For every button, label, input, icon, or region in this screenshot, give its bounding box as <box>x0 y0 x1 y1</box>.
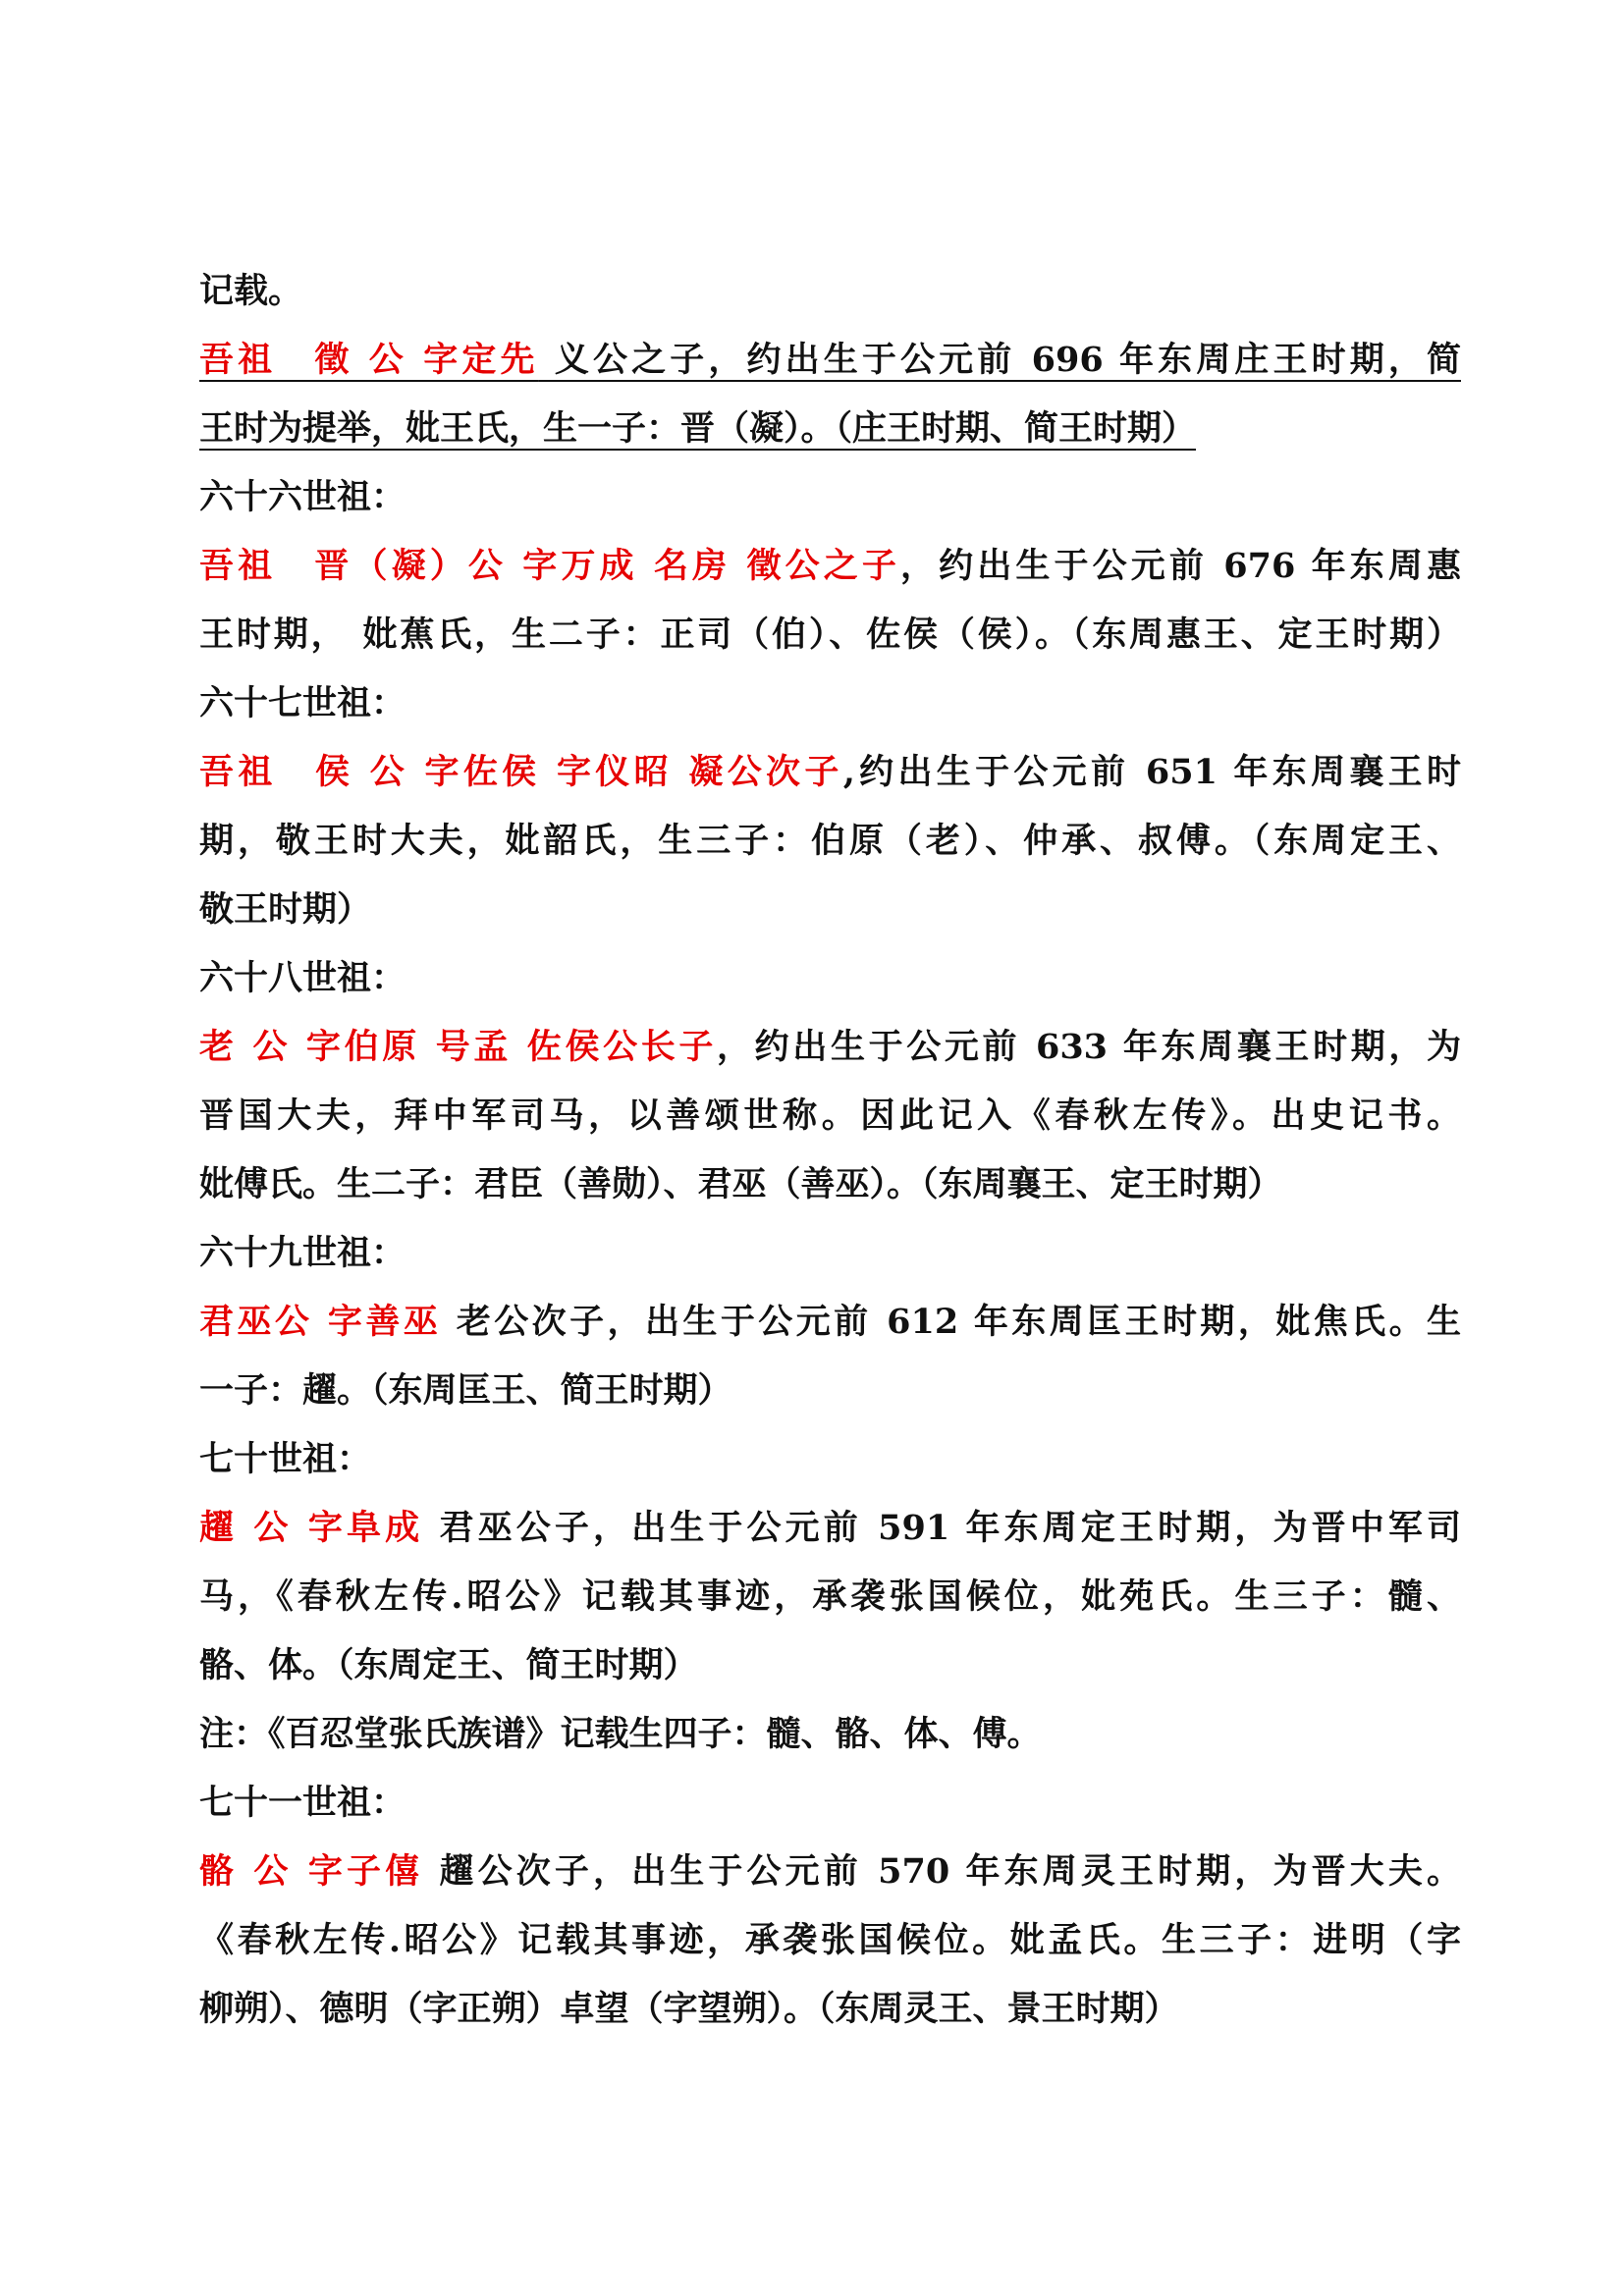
line-text: ,约出生于公元前 651 年东周襄王时 <box>842 752 1461 792</box>
line-text: 老公次子，出生于公元前 612 年东周匡王时期，妣焦氏。生 <box>441 1302 1461 1342</box>
text-line <box>199 738 1461 807</box>
text-line: 记载。 <box>199 271 303 311</box>
generation-heading: 六十六世祖： <box>199 477 406 517</box>
ancestor-name: 吾祖 侯 公 字佐侯 字仪昭 凝公次子 <box>199 752 843 792</box>
line-text: 王时为提举，妣王氏，生一子：晋（凝）。（庄王时期、简王时期） <box>199 408 1197 449</box>
document-page <box>199 257 1461 2044</box>
line-text: 义公之子，约出生于公元前 696 年东周庄王时期，简 <box>538 340 1461 380</box>
ancestor-name: 吾祖 徵 公 字定先 <box>199 340 539 380</box>
line-text: ，约出生于公元前 633 年东周襄王时期，为 <box>717 1027 1461 1067</box>
text-line: 柳朔）、德明（字正朔）卓望（字望朔）。（东周灵王、景王时期） <box>199 1989 1179 2029</box>
text-line: 晋国大夫，拜中军司马，以善颂世称。因此记入《春秋左传》。出史记书。 <box>199 1095 1461 1136</box>
text-line <box>199 1494 1461 1563</box>
ancestor-name: 趯 公 字阜成 <box>199 1508 424 1548</box>
ancestor-name: 老 公 字伯原 号孟 佐侯公长子 <box>199 1027 718 1067</box>
text-line: 《春秋左传.昭公》记载其事迹，承袭张国候位。妣孟氏。生三子：进明（字 <box>199 1920 1461 1960</box>
text-line: 妣傅氏。生二子：君臣（善勋）、君巫（善巫）。（东周襄王、定王时期） <box>199 1164 1282 1204</box>
generation-heading: 六十八世祖： <box>199 958 406 998</box>
generation-heading: 七十世祖： <box>199 1439 372 1479</box>
ancestor-name: 骼 公 字子僖 <box>199 1851 424 1892</box>
text-line: 一子：趯。（东周匡王、简王时期） <box>199 1370 732 1411</box>
text-line: 期，敬王时大夫，妣韶氏，生三子：伯原（老）、仲承、叔傅。（东周定王、 <box>199 821 1461 861</box>
ancestor-name: 吾祖 晋（凝）公 字万成 名房 徵公之子 <box>199 546 900 586</box>
generation-heading: 七十一世祖： <box>199 1783 406 1823</box>
line-text: 君巫公子，出生于公元前 591 年东周定王时期，为晋中军司 <box>423 1508 1461 1548</box>
text-line <box>199 1838 1461 1906</box>
text-line-underlined <box>199 395 1461 463</box>
text-line-underlined <box>199 326 1461 395</box>
line-text: ，约出生于公元前 676 年东周惠 <box>899 546 1461 586</box>
text-line <box>199 532 1461 601</box>
text-line <box>199 1013 1461 1082</box>
text-line: 敬王时期） <box>199 889 372 930</box>
generation-heading: 六十七世祖： <box>199 683 406 723</box>
text-line: 马，《春秋左传.昭公》记载其事迹，承袭张国候位，妣苑氏。生三子：髓、 <box>199 1576 1461 1617</box>
text-line: 王时期， 妣蕉氏，生二子：正司（伯）、佐侯（侯）。（东周惠王、定王时期） <box>199 614 1461 655</box>
text-line <box>199 1288 1461 1357</box>
note-line: 注：《百忍堂张氏族谱》记载生四子：髓、骼、体、傅。 <box>199 1714 1042 1754</box>
line-text: 趯公次子，出生于公元前 570 年东周灵王时期，为晋大夫。 <box>423 1851 1461 1892</box>
text-line: 骼、体。（东周定王、简王时期） <box>199 1645 698 1685</box>
ancestor-name: 君巫公 字善巫 <box>199 1302 442 1342</box>
generation-heading: 六十九世祖： <box>199 1233 406 1273</box>
